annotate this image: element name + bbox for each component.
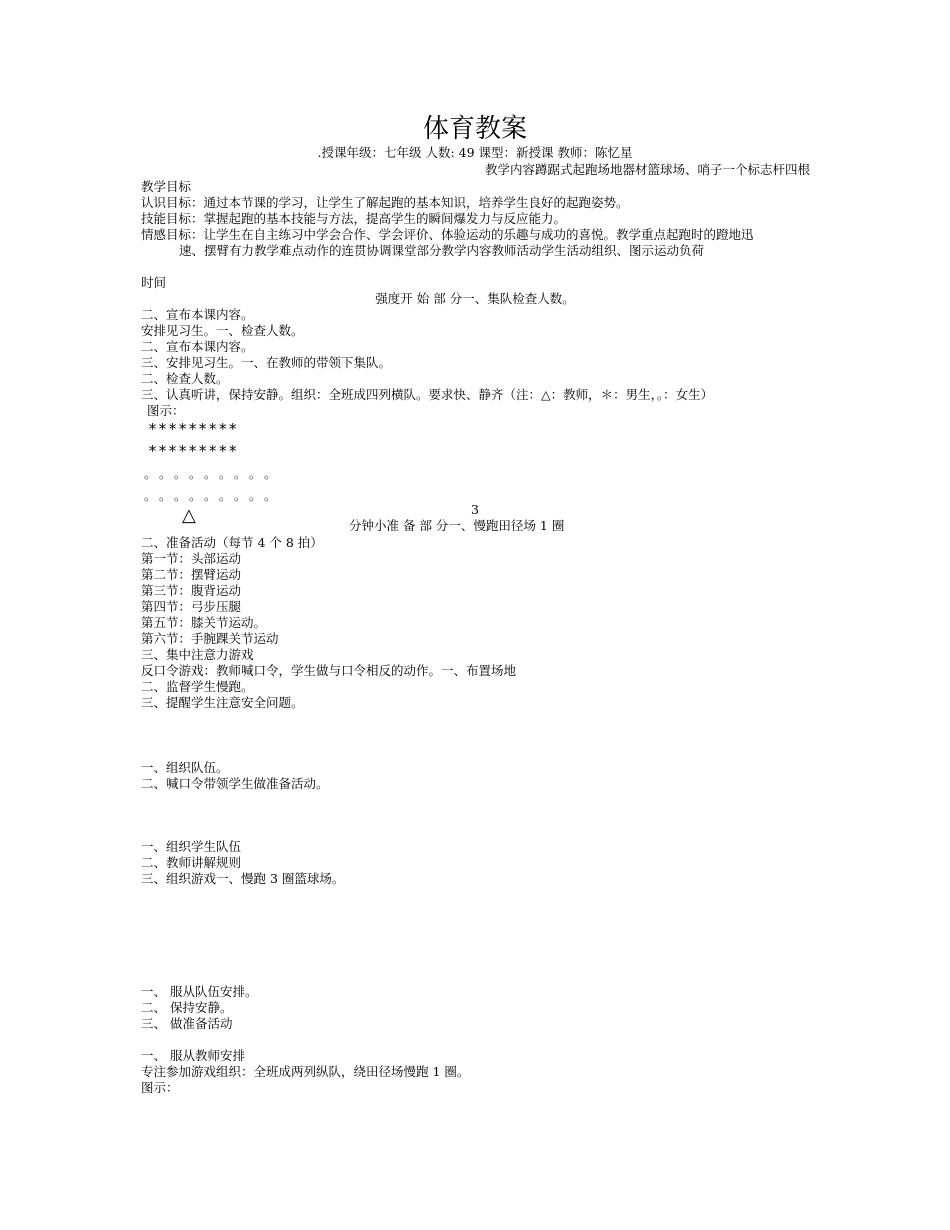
goal-emotion-line-2: 速、摆臂有力教学难点动作的连贯协调课堂部分教学内容教师活动学生活动组织、图示运动负荷 (179, 243, 705, 258)
section-prep-heading: 分钟小准 备 部 分一、慢跑田径场 1 圈 (349, 518, 565, 533)
list-item: 二、宣布本课内容。 (141, 307, 254, 322)
list-item: 反口令游戏：教师喊口令，学生做与口令相反的动作。一、布置场地 (141, 663, 517, 678)
goals-heading: 教学目标 (141, 179, 192, 194)
document-title: 体育教案 (422, 114, 527, 144)
formation-boys-row: ********* (148, 420, 239, 438)
list-item: 二、宣布本课内容。 (141, 339, 254, 354)
list-item: 第四节：弓步压腿 (141, 599, 242, 614)
list-item: 一、组织学生队伍 (141, 839, 242, 854)
goal-skill: 技能目标：掌握起跑的基本技能与方法，提高学生的瞬间爆发力与反应能力。 (141, 211, 567, 226)
list-item: 二、监督学生慢跑。 (141, 679, 254, 694)
list-item: 第三节：腹背运动 (141, 583, 242, 598)
list-item: 三、提醒学生注意安全问题。 (141, 695, 304, 710)
list-item: 第六节：手腕踝关节运动 (141, 631, 279, 646)
header-info: .授课年级：七年级 人数: 49 课型：新授课 教师：陈忆星 (317, 145, 633, 160)
diagram-label: 图示： (141, 1080, 179, 1095)
list-item: 二、喊口令带领学生做准备活动。 (141, 776, 329, 791)
list-item: 二、准备活动（每节 4 个 8 拍） (141, 535, 323, 550)
formation-girls-row: 。。。。。。。。。 (144, 489, 286, 503)
list-item: 第二节：摆臂运动 (141, 567, 242, 582)
formation-girls-row: 。。。。。。。。。 (144, 467, 286, 481)
diagram-label: 图示： (147, 403, 185, 418)
list-item: 二、检查人数。 (141, 371, 229, 386)
list-item: 三、认真听讲，保持安静。组织：全班成四列横队。要求快、静齐（注：△：教师，＊：男生，。：女生） (141, 387, 714, 402)
list-item: 安排见习生。一、检查人数。 (141, 323, 304, 338)
list-item: 一、组织队伍。 (141, 760, 229, 775)
list-item: 一、 服从队伍安排。 (141, 984, 258, 999)
list-item: 三、组织游戏一、慢跑 3 圈篮球场。 (141, 871, 345, 886)
section-start-heading: 强度开 始 部 分一、集队检查人数。 (375, 291, 575, 306)
goal-cognitive: 认识目标：通过本节课的学习，让学生了解起跑的基本知识，培养学生良好的起跑姿势。 (141, 195, 629, 210)
list-item: 第五节：膝关节运动。 (141, 615, 267, 630)
list-item: 三、 做准备活动 (141, 1016, 233, 1031)
formation-boys-row: ********* (148, 442, 239, 460)
list-item: 三、集中注意力游戏 (141, 647, 254, 662)
list-item: 二、教师讲解规则 (141, 855, 242, 870)
time-label: 时间 (141, 275, 167, 290)
teacher-triangle-icon: △ (182, 505, 196, 526)
list-item: 一、 服从教师安排 (141, 1048, 245, 1063)
list-item: 第一节：头部运动 (141, 551, 242, 566)
page-number: 3 (471, 502, 479, 517)
list-item: 二、 保持安静。 (141, 1000, 233, 1015)
list-item: 三、安排见习生。一、在教师的带领下集队。 (141, 355, 392, 370)
goal-emotion-line-1: 情感目标：让学生在自主练习中学会合作、学会评价、体验运动的乐趣与成功的喜悦。教学重点起跑时的蹬地迅 (141, 227, 754, 242)
list-item: 专注参加游戏组织：全班成两列纵队，绕田径场慢跑 1 圈。 (141, 1064, 470, 1079)
content-line: 教学内容蹲踞式起跑场地器材篮球场、哨子一个标志杆四根 (484, 162, 810, 177)
